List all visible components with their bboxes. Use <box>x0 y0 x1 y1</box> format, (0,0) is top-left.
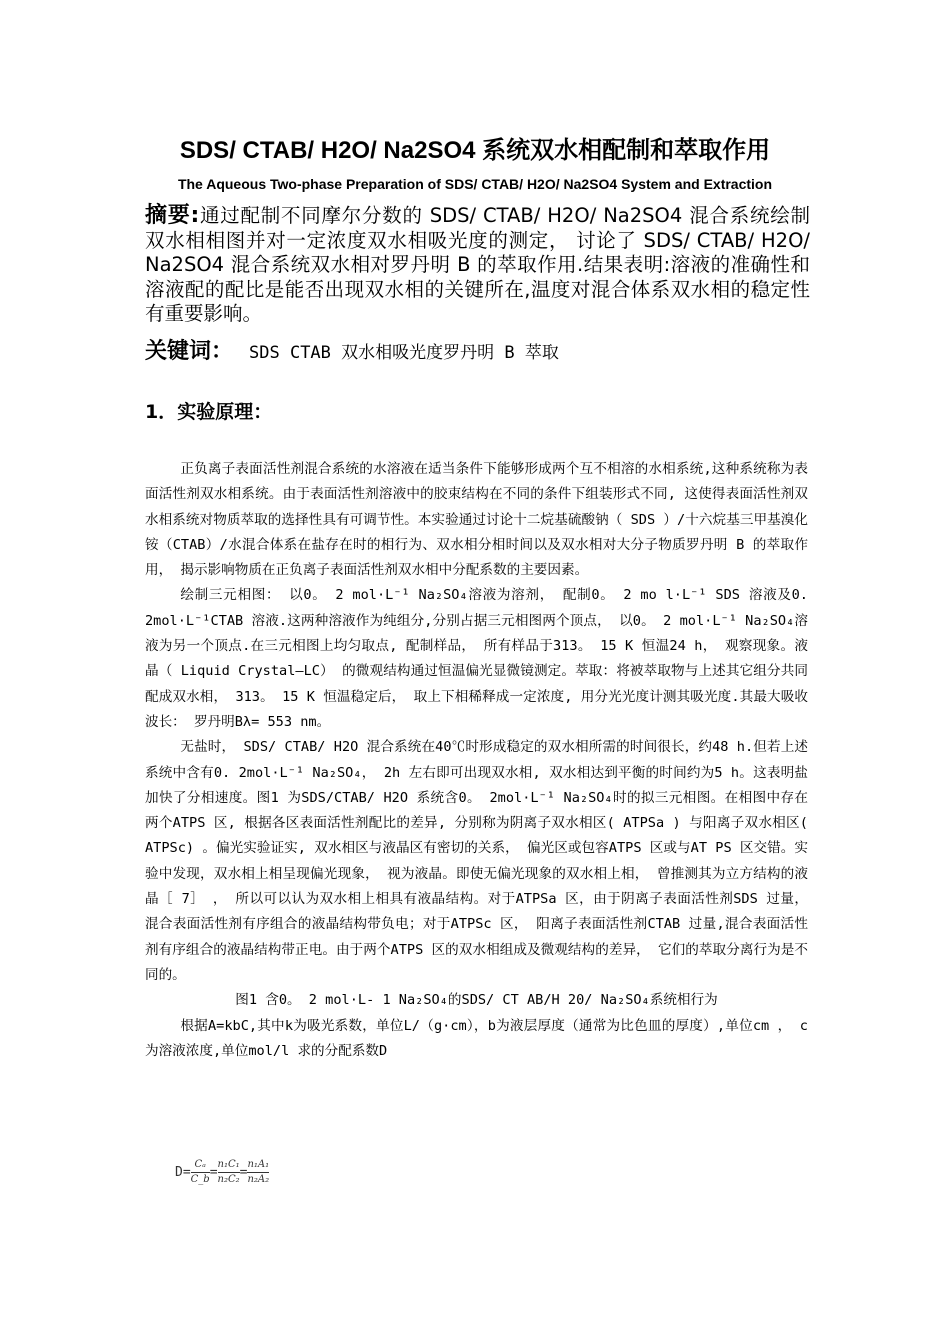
section-heading: 1．实验原理： <box>145 401 273 423</box>
keywords-label: 关键词： <box>145 339 234 364</box>
formula-equals-1: = <box>209 1165 218 1180</box>
body-text <box>145 457 808 1064</box>
english-subtitle: The Aqueous Two-phase Preparation of SDS/ CTAB/ H2O/ Na2SO4 System and Extraction <box>177 176 773 192</box>
formula-equals-2: = <box>239 1165 248 1180</box>
formula-denominator-2: n₂C₂ <box>217 1174 240 1185</box>
abstract-text: 通过配制不同摩尔分数的 SDS/ CTAB/ H2O/ Na2SO4 混合系统绘制双水相相图并对一定浓度双水相吸光度的测定， 讨论了 SDS/ CTAB/ H2O/ Na2SO4 混合系统双水相对罗丹明 B 的萃取作用.结果表明:溶液的准确性和溶液配的配比是能否出现双水相的关键所在,温度对混合体系双水相的稳定性有重要影响。 <box>145 204 810 325</box>
formula-denominator-1: C_b <box>190 1174 210 1185</box>
formula-fraction-1 <box>191 1158 210 1187</box>
formula-fraction-3 <box>247 1158 269 1187</box>
paragraph-phase-diagram: 绘制三元相图： 以0。 2 mol·L⁻¹ Na₂SO₄溶液为溶剂， 配制0。 2 mo l·L⁻¹ SDS 溶液及0. 2mol·L⁻¹CTAB 溶液.这两种溶液作为纯组分,分别占据三元相图两个顶点， 以0。 2 mol·L⁻¹ Na₂SO₄溶液为另一个顶点.在三元相图上均匀取点, 配制样品， 所有样品于313。 15 K 恒温24 h， 观察现象。液晶（ Liquid Crystal—LC） 的微观结构通过恒温偏光显微镜测定。萃取：将被萃取物与上述其它组分共同配成双水相， 313。 15 K 恒温稳定后， 取上下相稀释成一定浓度, 用分光光度计测其吸光度.其最大吸收波长： 罗丹明Bλ= 553 nm。 <box>145 587 808 730</box>
paragraph-salt-effect: 无盐时， SDS/ CTAB/ H2O 混合系统在40℃时形成稳定的双水相所需的时间很长，约48 h.但若上述系统中含有0. 2mol·L⁻¹ Na₂SO₄， 2h 左右即可出现双水相, 双水相达到平衡的时间约为5 h。这表明盐加快了分相速度。图1 为SDS/CTAB/ H2O 系统含0。 2mol·L⁻¹ Na₂SO₄时的拟三元相图。在相图中存在两个ATPS 区, 根据各区表面活性剂配比的差异, 分别称为阴离子双水相区( ATPSa ) 与阳离子双水相区( ATPSc) 。偏光实验证实, 双水相区与液晶区有密切的关系， 偏光区或包容ATPS 区或与AT PS 区交错。实验中发现，双水相上相呈现偏光现象， 视为液晶。即使无偏光现象的双水相上相， 曾推测其为立方结构的液晶［ 7］ ， 所以可以认为双水相上相具有液晶结构。对于ATPSa 区，由于阴离子表面活性剂SDS 过量， 混合表面活性剂有序组合的液晶结构带负电；对于ATPSc 区， 阳离子表面活性剂CTAB 过量,混合表面活性剂有序组合的液晶结构带正电。由于两个ATPS 区的双水相组成及微观结构的差异， 它们的萃取分离行为是不同的。 <box>145 739 808 983</box>
document-title: SDS/ CTAB/ H2O/ Na2SO4 系统双水相配制和萃取作用 <box>179 137 771 164</box>
figure-caption: 图1 含0。 2 mol·L- 1 Na₂SO₄的SDS/ CT AB/H 20/ Na₂SO₄系统相行为 <box>235 992 718 1009</box>
paragraph-intro: 正负离子表面活性剂混合系统的水溶液在适当条件下能够形成两个互不相溶的水相系统,这种系统称为表面活性剂双水相系统。由于表面活性剂溶液中的胶束结构在不同的条件下组装形式不同, 这使得表面活性剂双水相系统对物质萃取的选择性具有可调节性。本实验通过讨论十二烷基硫酸钠（ SDS ）/十六烷基三甲基溴化铵（CTAB）/水混合体系在盐存在时的相行为、双水相分相时间以及双水相对大分子物质罗丹明 B 的萃取作用， 揭示影响物质在正负离子表面活性剂双水相中分配系数的主要因素。 <box>145 461 808 579</box>
formula-denominator-3: n₂A₂ <box>247 1174 270 1185</box>
formula-fraction-2 <box>218 1158 240 1187</box>
formula-numerator-3: n₁A₁ <box>247 1158 269 1173</box>
formula-lhs: D= <box>175 1165 191 1180</box>
distribution-coefficient-formula <box>175 1158 269 1187</box>
keywords-text: SDS CTAB 双水相吸光度罗丹明 B 萃取 <box>249 343 559 363</box>
paragraph-absorbance: 根据A=kbC,其中k为吸光系数，单位L/（g·cm），b为液层厚度（通常为比色皿的厚度）,单位cm ， c为溶液浓度,单位mol/l 求的分配系数D <box>145 1017 808 1059</box>
abstract-label: 摘要: <box>145 203 200 228</box>
formula-numerator-1: Cₐ <box>191 1158 210 1173</box>
keywords-block <box>145 340 810 365</box>
abstract-block <box>145 204 810 327</box>
formula-numerator-2: n₁C₁ <box>218 1158 240 1173</box>
